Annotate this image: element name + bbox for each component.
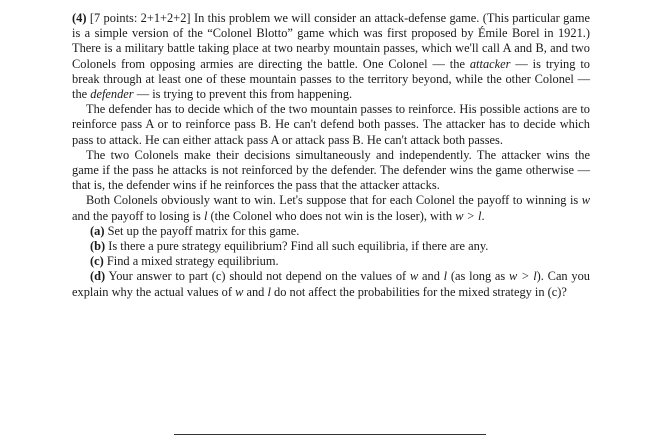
problem-number: (4) — [72, 11, 87, 25]
part-d-text-3: (as long as — [447, 269, 510, 284]
condition-w-greater-l: w > l — [455, 208, 482, 223]
bottom-rule — [174, 434, 486, 435]
part-d-text-2: and — [418, 269, 444, 284]
problem-points: [7 points: 2+1+2+2] — [89, 11, 191, 25]
part-a-text: Set up the payoff matrix for this game. — [107, 223, 300, 238]
part-d-l2: l — [267, 284, 271, 299]
variable-l: l — [203, 208, 208, 223]
part-b-text: Is there a pure strategy equilibrium? Find all such equilibria, if there are any. — [108, 239, 489, 254]
part-c-text: Find a mixed strategy equilibrium. — [106, 254, 279, 269]
attacker-term: attacker — [469, 56, 511, 71]
part-d-text-5: and — [243, 284, 268, 299]
paragraph-payoffs — [72, 193, 590, 223]
part-d-l: l — [443, 269, 448, 284]
intro-mid: — is trying to break through at least one of these mountain passes to the territory beyond, while the other Colonel — the — [72, 56, 590, 102]
payoff-text-end: . — [481, 208, 485, 223]
part-d-condition: w > l — [509, 269, 537, 284]
part-c-label: (c) — [90, 254, 104, 269]
intro-end: — is trying to prevent this from happening. — [133, 87, 353, 102]
part-b-label: (b) — [90, 239, 106, 254]
defender-term: defender — [90, 87, 134, 102]
problem-text — [72, 11, 590, 300]
part-c — [90, 254, 590, 269]
payoff-text-mid: and the payoff to losing is — [72, 208, 204, 223]
part-a — [90, 224, 590, 239]
paragraph-defender-choice: The defender has to decide which of the two mountain passes to reinforce. His possible actions are to reinforce pass A or to reinforce pass B. He can't defend both passes. The attacker has to decide which pass to attack. He can either attack pass A or attack pass B. He can't attack both passes. — [72, 102, 590, 147]
intro-text: In this problem we will consider an attack-defense game. (This particular game is a simple version of the “Colonel Blotto” game which was first proposed by Émile Borel in 1921.) There is a military battle taking place at two nearby mountain passes, which we'll call A and B, and two Colonels from opposing armies are directing the battle. One Colonel — the — [72, 11, 590, 71]
problem-intro — [72, 11, 590, 102]
part-d-text-6: do not affect the probabilities for the mixed strategy in (c)? — [270, 284, 567, 299]
paragraph-simultaneous: The two Colonels make their decisions simultaneously and independently. The attacker wins the game if the pass he attacks is not reinforced by the defender. The defender wins the game otherwise — that is, the defender wins if he reinforces the pass that the attacker attacks. — [72, 147, 590, 193]
part-d-w2: w — [235, 284, 244, 299]
payoff-text-mid2: (the Colonel who does not win is the loser), with — [207, 208, 456, 223]
part-d-text-1: Your answer to part (c) should not depend on the values of — [108, 269, 410, 284]
part-b — [90, 239, 590, 254]
part-d-label: (d) — [90, 269, 106, 284]
part-d-w: w — [409, 269, 419, 284]
part-d-text-4: ). Can you explain why the actual values of — [72, 269, 590, 299]
variable-w: w — [581, 193, 590, 208]
payoff-text-start: Both Colonels obviously want to win. Let's suppose that for each Colonel the payoff to winning is — [86, 193, 582, 208]
part-a-label: (a) — [90, 223, 105, 238]
question-parts — [72, 224, 590, 270]
part-d — [72, 269, 590, 299]
